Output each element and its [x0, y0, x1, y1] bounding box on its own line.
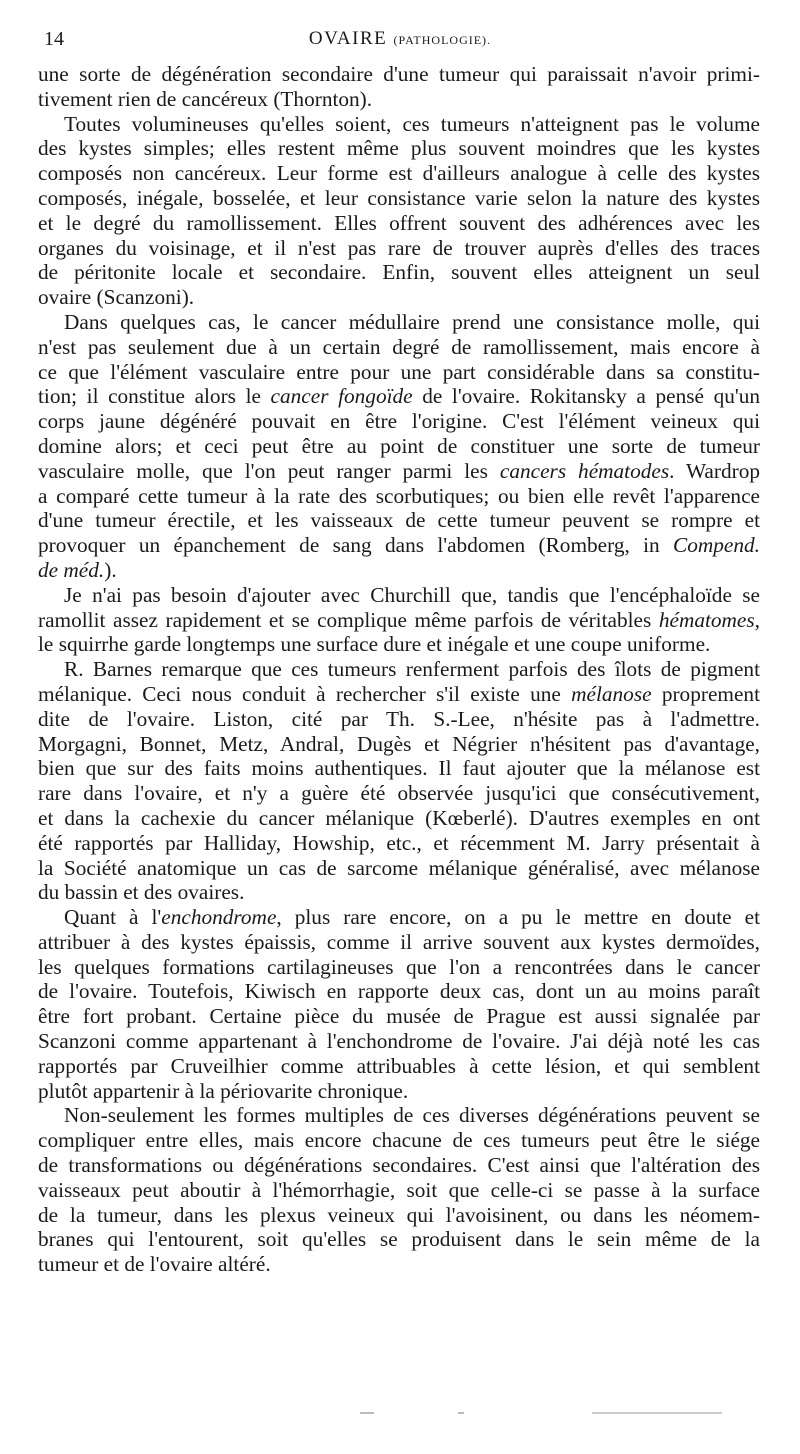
text-span: ). — [104, 557, 117, 582]
italic-term: cancers hématodes — [499, 458, 670, 483]
text-line: R. Barnes remarque que ces tumeurs renferment parfois des îlots de pigment — [64, 657, 760, 682]
text-line: de péritonite locale et secondaire. Enfin, souvent elles atteignent un seul — [38, 260, 760, 285]
text-line: composés, inégale, bosselée, et leur consistance varie selon la nature des kystes — [38, 185, 760, 210]
text-span: de l'ovaire. Rokitansky a pensé qu'un — [412, 384, 761, 409]
text-line: d'une tumeur érectile, et les vaisseaux de cette tumeur peuvent se rompre et — [38, 508, 760, 533]
text-line: Dans quelques cas, le cancer médullaire prend une consistance molle, qui — [64, 309, 760, 334]
text-line — [38, 533, 760, 558]
text-span: , — [754, 607, 760, 632]
text-line: Scanzoni comme appartenant à l'enchondrome de l'ovaire. J'ai déjà noté les cas — [38, 1029, 760, 1054]
text-line: de la tumeur, dans les plexus veineux qui l'avoisinent, ou dans les néomem- — [38, 1202, 760, 1227]
italic-term: Compend. — [673, 533, 760, 558]
text-line: branes qui l'entourent, soit qu'elles se produisent dans le sein même de la — [38, 1227, 760, 1252]
text-span: . Wardrop — [669, 458, 760, 483]
italic-term: de méd. — [38, 557, 105, 582]
text-span: Quant à l' — [64, 905, 162, 930]
text-line: vaisseaux peut aboutir à l'hémorrhagie, soit que celle-ci se passe à la surface — [38, 1177, 760, 1202]
text-line: être fort probant. Certaine pièce du musée de Prague est aussi signalée par — [38, 1004, 760, 1029]
text-span: tion; il constitue alors le — [38, 384, 271, 409]
running-title-main: OVAIRE — [308, 28, 388, 49]
text-line: du bassin et des ovaires. — [38, 880, 245, 905]
text-line: n'est pas seulement due à un certain degré de ramollissement, mais encore à — [38, 334, 760, 359]
text-span: , plus rare encore, on a pu le mettre en doute et — [276, 905, 760, 930]
text-line: rare dans l'ovaire, et n'y a guère été observée jusqu'ici que consécutivement, — [38, 781, 760, 806]
text-line: corps jaune dégénéré pouvait en être l'origine. C'est l'élément veineux qui — [38, 409, 760, 434]
text-line: de transformations ou dégénérations secondaires. C'est ainsi que l'altération des — [38, 1153, 760, 1178]
text-line — [38, 682, 760, 707]
text-line — [38, 905, 760, 930]
text-span: ramollit assez rapidement et se complique même parfois de véritables — [38, 607, 659, 632]
text-line — [38, 608, 760, 633]
text-line: Morgagni, Bonnet, Metz, Andral, Dugès et Négrier n'hésitent pas d'avantage, — [38, 731, 760, 756]
text-line: tumeur et de l'ovaire altéré. — [38, 1252, 271, 1277]
text-line: attribuer à des kystes épaissis, comme il arrive souvent aux kystes dermoïdes, — [38, 929, 760, 954]
body-text — [38, 62, 760, 1277]
text-line — [38, 384, 760, 409]
footer-print-marks — [360, 1412, 760, 1420]
text-line: la Société anatomique un cas de sarcome mélanique généralisé, avec mélanose — [38, 855, 760, 880]
text-line: et dans la cachexie du cancer mélanique (Kœberlé). D'autres exemples en ont — [38, 805, 760, 830]
text-span: vasculaire molle, que l'on peut ranger parmi les — [38, 458, 500, 483]
text-line: plutôt appartenir à la périovarite chronique. — [38, 1078, 409, 1103]
text-line: composés non cancéreux. Leur forme est d'ailleurs analogue à celle des kystes — [38, 161, 760, 186]
text-line — [38, 459, 760, 484]
text-line: domine alors; et ceci peut être au point de constituer une sorte de tumeur — [38, 433, 760, 458]
italic-term: hématomes — [658, 607, 755, 632]
text-line: tivement rien de cancéreux (Thornton). — [38, 86, 373, 111]
text-line: organes du voisinage, et il n'est pas rare de trouver auprès d'elles des traces — [38, 235, 760, 260]
text-line: a comparé cette tumeur à la rate des scorbutiques; ou bien elle revêt l'apparence — [38, 483, 760, 508]
text-line: les quelques formations cartilagineuses que l'on a rencontrées dans le cancer — [38, 954, 760, 979]
text-line: ovaire (Scanzoni). — [38, 285, 195, 310]
running-title-sub: (PATHOLOGIE). — [393, 33, 492, 47]
italic-term: cancer fongoïde — [270, 384, 413, 409]
page-number: 14 — [44, 28, 64, 50]
running-title — [44, 28, 756, 50]
text-line: le squirrhe garde longtemps une surface dure et inégale et une coupe uniforme. — [38, 632, 711, 657]
text-line: des kystes simples; elles restent même plus souvent moindres que les kystes — [38, 136, 760, 161]
italic-term: mélanose — [571, 681, 652, 706]
text-line: Non-seulement les formes multiples de ces diverses dégénérations peuvent se — [64, 1103, 760, 1128]
text-span: mélanique. Ceci nous conduit à rechercher s'il existe une — [38, 681, 572, 706]
text-line: une sorte de dégénération secondaire d'une tumeur qui paraissait n'avoir primi- — [38, 62, 760, 86]
text-line: rapportés par Cruveilhier comme attribuables à cette lésion, et qui semblent — [38, 1053, 760, 1078]
text-line — [38, 558, 760, 583]
text-line: Je n'ai pas besoin d'ajouter avec Churchill que, tandis que l'encéphaloïde se — [64, 582, 760, 607]
text-line: dite de l'ovaire. Liston, cité par Th. S.-Lee, n'hésite pas à l'admettre. — [38, 706, 760, 731]
text-line: et le degré du ramollissement. Elles offrent souvent des adhérences avec les — [38, 210, 760, 235]
page-header — [44, 28, 756, 58]
text-line: de l'ovaire. Toutefois, Kiwisch en rapporte deux cas, dont un au moins paraît — [38, 979, 760, 1004]
text-line: ce que l'élément vasculaire entre pour une part considérable dans sa constitu- — [38, 359, 760, 384]
text-line: bien que sur des faits moins authentiques. Il faut ajouter que la mélanose est — [38, 756, 760, 781]
text-line: Toutes volumineuses qu'elles soient, ces tumeurs n'atteignent pas le volume — [64, 111, 760, 136]
text-line: compliquer entre elles, mais encore chacune de ces tumeurs peut être le siége — [38, 1128, 760, 1153]
text-span: proprement — [651, 681, 760, 706]
text-span: provoquer un épanchement de sang dans l'abdomen (Romberg, in — [38, 533, 674, 558]
text-line: été rapportés par Halliday, Howship, etc., et récemment M. Jarry présentait à — [38, 830, 760, 855]
italic-term: enchondrome — [161, 905, 277, 930]
